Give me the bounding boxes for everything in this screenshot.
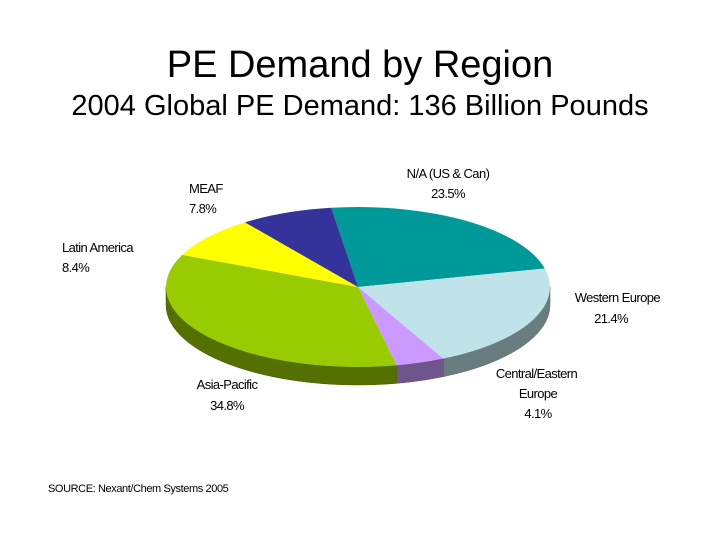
slice-label-na-value: 23.5% [431, 186, 465, 201]
slice-label-central-eastern-europe [496, 366, 580, 421]
slice-label-western-europe [575, 290, 661, 326]
slice-label-la-name: Latin America [62, 240, 133, 255]
chart-title: PE Demand by Region [166, 44, 554, 86]
slice-label-we-name: Western Europe [574, 290, 660, 305]
slice-label-asia-pacific [197, 377, 259, 413]
slice-label-cee-name: Central/Eastern Europe [495, 366, 578, 401]
slice-label-meaf-name: MEAF [189, 181, 223, 196]
slice-label-we-value: 21.4% [594, 311, 628, 326]
slice-label-cee-value: 4.1% [524, 406, 552, 421]
slice-label-meaf [189, 181, 223, 216]
slice-label-ap-name: Asia-Pacific [196, 377, 258, 392]
source-note: SOURCE: Nexant/Chem Systems 2005 [48, 483, 229, 495]
slice-label-ap-value: 34.8% [210, 398, 244, 413]
slice-label-na [407, 166, 490, 201]
pie-slices [166, 207, 550, 367]
chart-subtitle: 2004 Global PE Demand: 136 Billion Pounds [71, 90, 649, 122]
slice-label-la-value: 8.4% [62, 260, 90, 275]
slice-label-meaf-value: 7.8% [189, 201, 217, 216]
slice-label-latin-america [62, 240, 134, 275]
slice-label-na-name: N/A (US & Can) [406, 166, 490, 181]
